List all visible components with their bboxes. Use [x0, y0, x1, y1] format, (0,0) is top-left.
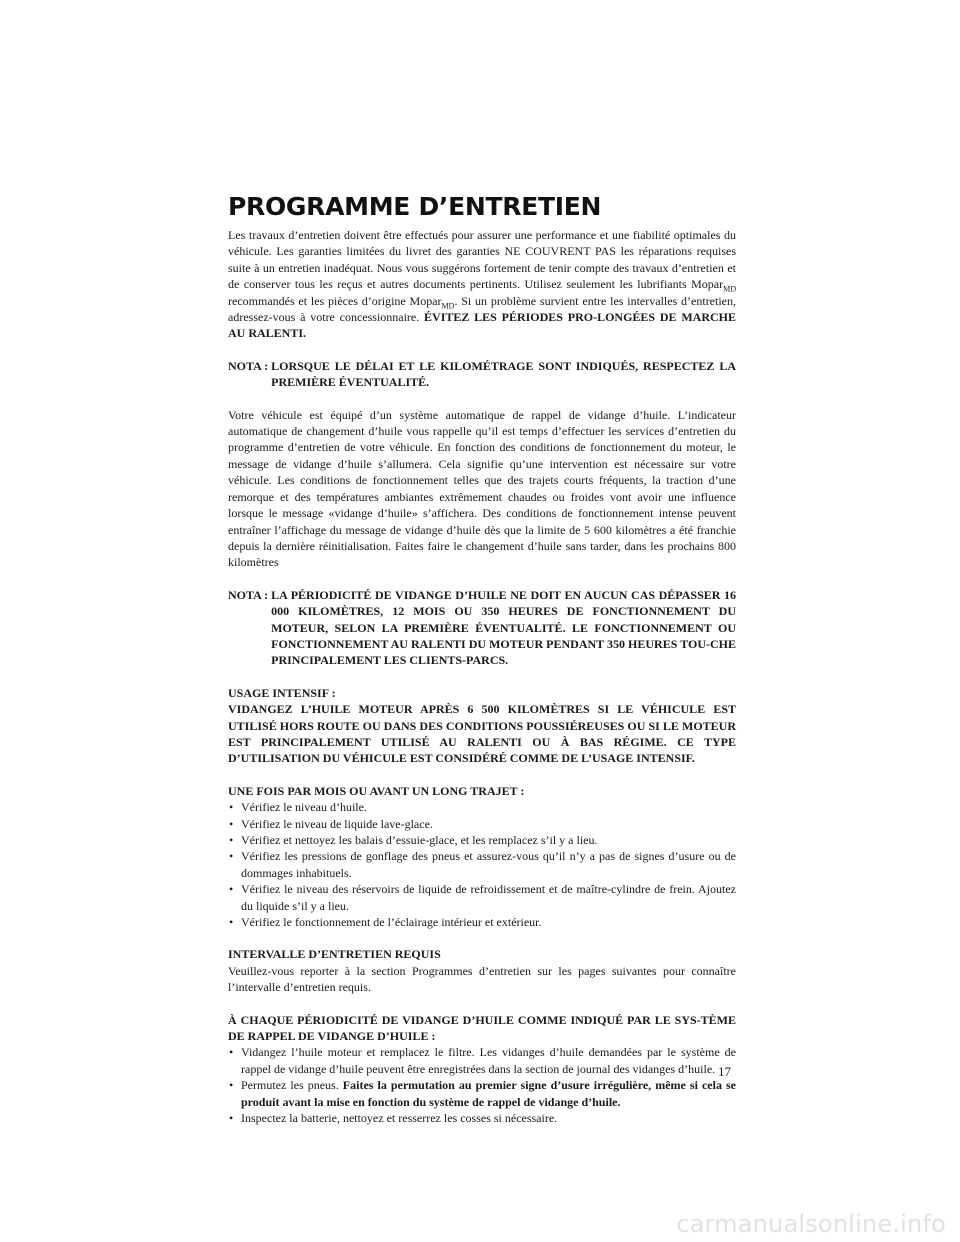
each-oil-change-heading: À CHAQUE PÉRIODICITÉ DE VIDANGE D’HUILE COMME INDIQUÉ PAR LE SYS-TÈME DE RAPPEL DE VIDANGE D’HUILE : — [228, 1012, 736, 1044]
mopar-trademark-1: MD — [723, 284, 736, 294]
list-item: • Vérifiez et nettoyez les balais d’essuie-glace, et les remplacez s’il y a lieu. — [229, 833, 598, 847]
severe-usage-section — [228, 685, 736, 767]
page-number: 17 — [718, 1064, 731, 1079]
monthly-checks-list — [228, 799, 736, 930]
monthly-checks-section — [228, 783, 736, 931]
idle-warning: ÉVITEZ LES PÉRIODES PRO-LONGÉES DE MARCHE AU RALENTI. — [228, 310, 736, 341]
nota-label: NOTA : — [228, 358, 272, 373]
intro-text-3: . Si un problème survient entre les intervalles d’entretien, adressez-vous à votre concessionnaire. — [228, 293, 737, 325]
list-item: • Inspectez la batterie, nettoyez et resserrez les cosses si nécessaire. — [229, 1111, 558, 1126]
interval-section — [228, 946, 736, 995]
bullet-icon: • — [229, 915, 234, 930]
monthly-checks-heading: UNE FOIS PAR MOIS OU AVANT UN LONG TRAJET : — [228, 783, 525, 798]
severe-usage-text: VIDANGEZ L’HUILE MOTEUR APRÈS 6 500 KILOMÈTRES SI LE VÉHICULE EST UTILISÉ HORS ROUTE OU DANS DES CONDITIONS POUSSIÉREUSES OU SI LE MOTEUR EST PRINCIPALEMENT UTILISÉ AU RALENTI OU À BAS RÉGIME. CE TYPE D’UTILISATION DU VÉHICULE EST CONSIDÉRÉ COMME DE L’USAGE INTENSIF. — [228, 702, 736, 766]
interval-text: Veuillez-vous reporter à la section Programmes d’entretien sur les pages suivantes pour connaître l’intervalle d’entretien requis. — [228, 963, 736, 995]
nota-first-occurrence — [228, 358, 736, 391]
bullet-icon: • — [229, 1111, 234, 1126]
nota-text: LA PÉRIODICITÉ DE VIDANGE D’HUILE NE DOIT EN AUCUN CAS DÉPASSER 16 000 KILOMÈTRES, 12 MOIS OU 350 HEURES DE FONCTIONNEMENT DU MOTEUR, SELON LA PREMIÈRE ÉVENTUALITÉ. LE FONCTIONNEMENT OU FONCTIONNEMENT AU RALENTI DU MOTEUR PENDANT 350 HEURES TOU-CHE PRINCIPALEMENT LES CLIENTS-PARCS. — [271, 587, 736, 668]
page-title: PROGRAMME D’ENTRETIEN — [228, 192, 602, 221]
intro-paragraph — [228, 227, 736, 342]
severe-usage-heading: USAGE INTENSIF : — [228, 685, 336, 700]
bullet-icon: • — [229, 816, 234, 831]
nota-oil-interval — [228, 587, 736, 669]
interval-heading: INTERVALLE D’ENTRETIEN REQUIS — [228, 947, 441, 962]
each-oil-change-list — [228, 1044, 736, 1126]
list-item: • Vérifiez le fonctionnement de l’éclairage intérieur et extérieur. — [229, 915, 542, 930]
list-item: • Vérifiez le niveau d’huile. — [229, 800, 367, 815]
manual-page — [228, 192, 736, 1127]
list-item: • Permutez les pneus. Faites la permutation au premier signe d’usure irrégulière, même si cela se produit avant la mise en fonction du système de rappel de vidange d’huile. — [229, 1078, 736, 1109]
mopar-trademark-2: MD — [441, 301, 455, 311]
bullet-icon: • — [229, 833, 234, 847]
list-item: • Vérifiez le niveau de liquide lave-glace. — [229, 816, 433, 831]
bullet-icon: • — [229, 800, 234, 815]
nota-label: NOTA : — [228, 587, 272, 602]
bullet-icon: • — [229, 882, 234, 897]
each-oil-change-section — [228, 1012, 736, 1127]
intro-text-1: Les travaux d’entretien doivent être effectués pour assurer une performance et une fiabilité optimales du véhicule. Les garanties limitées du livret des garanties NE COUVRENT PAS les réparations requises suite à un entretien inadéquat. Nous vous suggérons fortement de tenir compte des travaux d’entretien et de conserver tous les reçus et autres documents pertinents. Utilisez seulement les lubrifiants Mopar — [228, 228, 736, 292]
list-item: • Vidangez l’huile moteur et remplacez le filtre. Les vidanges d’huile demandées par le système de rappel de vidange d’huile peuvent être enregistrées dans la section de journal des vidanges d’huile. — [229, 1045, 736, 1076]
bullet-icon: • — [229, 1045, 234, 1060]
intro-text-2: recommandés et les pièces d’origine Mopar — [228, 293, 442, 308]
watermark: carmanualsonline.info — [676, 1210, 946, 1238]
bullet-icon: • — [229, 849, 234, 864]
oil-reminder-paragraph: Votre véhicule est équipé d’un système automatique de rappel de vidange d’huile. L’indicateur automatique de changement d’huile vous rappelle qu’il est temps d’effectuer les services d’entretien du programme d’entretien de votre véhicule. En fonction des conditions de fonctionnement du moteur, le message de vidange d’huile s’allumera. Cela signifie qu’une intervention est nécessaire sur votre véhicule. Les conditions de fonctionnement telles que des trajets courts fréquents, la traction d’une remorque et des températures ambiantes extrêmement chaudes ou froides vont avoir une influence lorsque le message «vidange d’huile» s’affichera. Des conditions de fonctionnement intense peuvent entraîner l’affichage du message de vidange d’huile dès que la limite de 5 600 kilomètres a été franchie depuis la dernière réinitialisation. Faites faire le changement d’huile sans tarder, dans les prochains 800 kilomètres — [228, 407, 736, 570]
list-item: • Vérifiez le niveau des réservoirs de liquide de refroidissement et de maître-cylindre de frein. Ajoutez du liquide s’il y a lieu. — [229, 882, 736, 913]
bullet-icon: • — [229, 1078, 234, 1093]
list-item: • Vérifiez les pressions de gonflage des pneus et assurez-vous qu’il n’y a pas de signes d’usure ou de dommages inhabituels. — [229, 849, 736, 880]
nota-text: LORSQUE LE DÉLAI ET LE KILOMÉTRAGE SONT INDIQUÉS, RESPECTEZ LA PREMIÈRE ÉVENTUALITÉ. — [271, 358, 736, 390]
